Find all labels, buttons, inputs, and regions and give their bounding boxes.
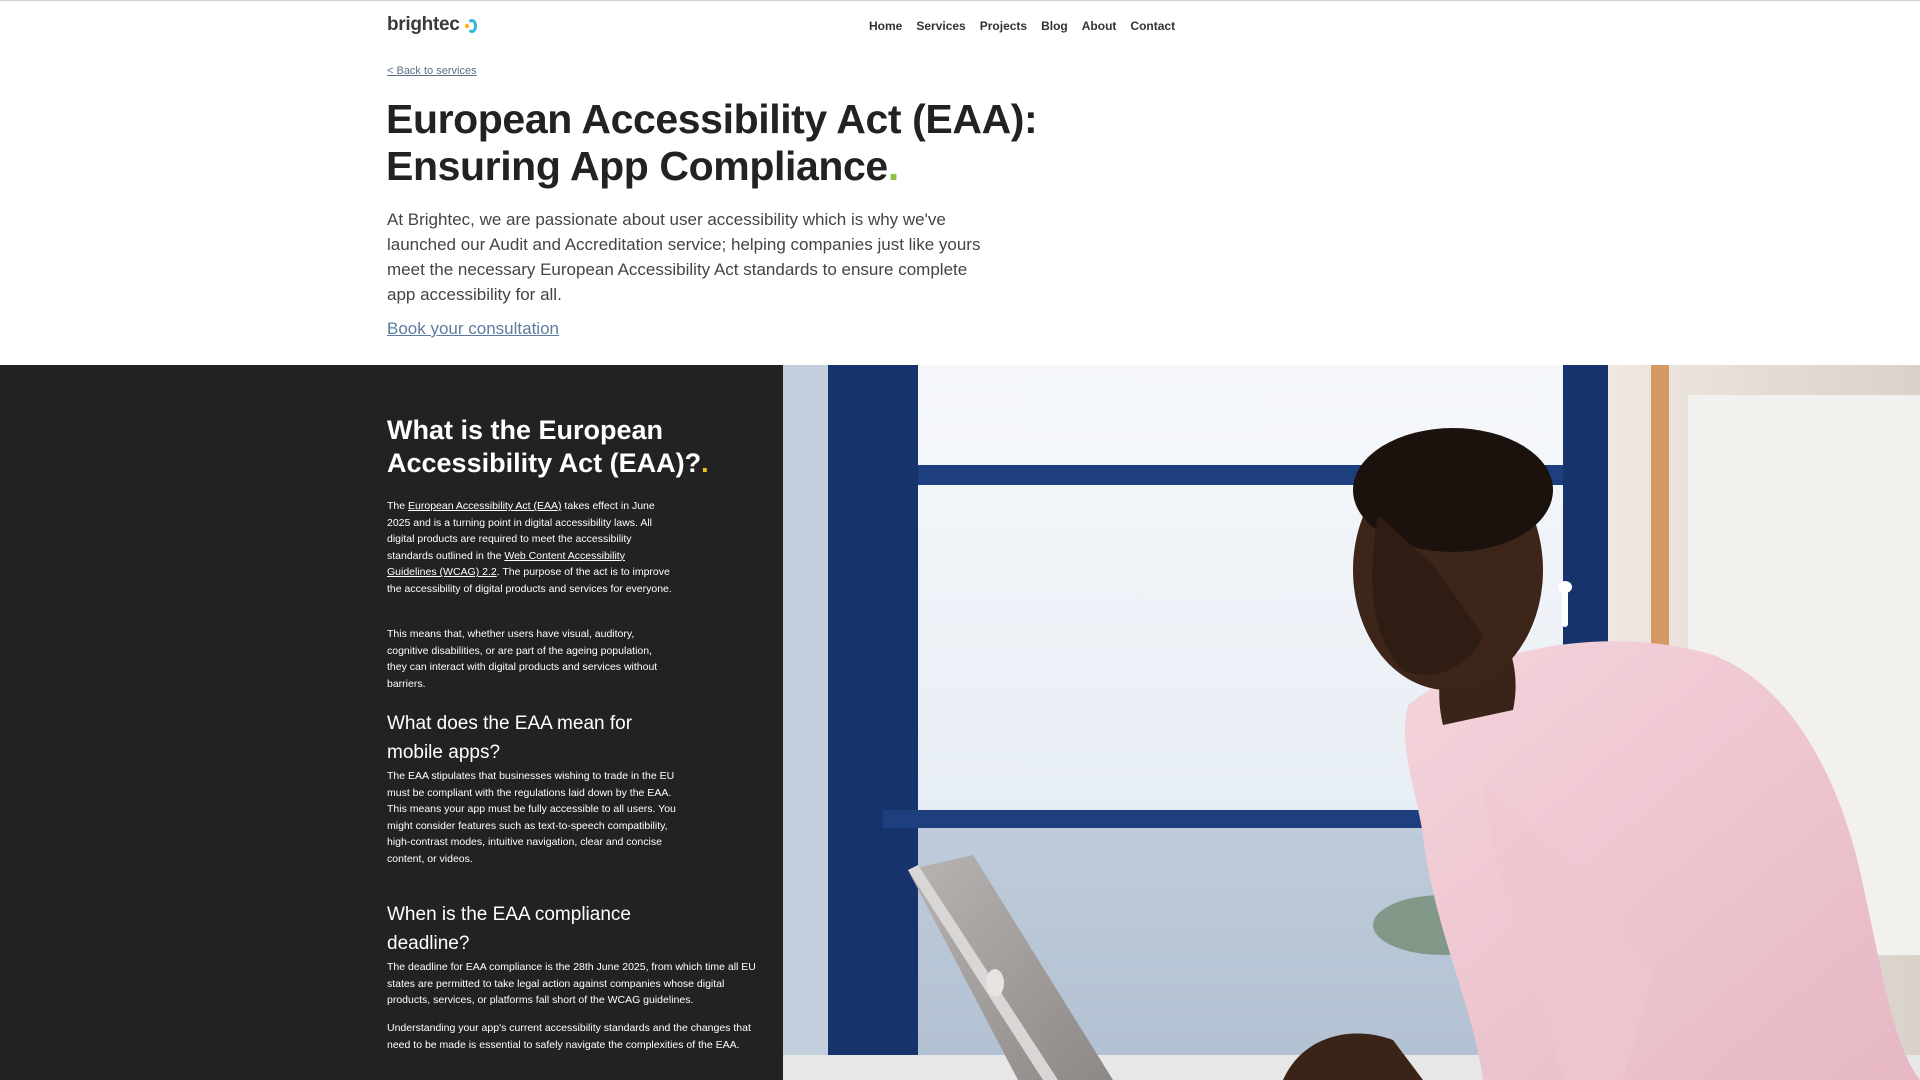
office-photo-illustration [783,365,1920,1080]
section-heading [387,414,767,480]
nav-home[interactable]: Home [869,19,903,33]
text-fragment: The [387,500,409,512]
book-consultation-link[interactable]: Book your consultation [387,319,559,338]
mobile-apps-paragraph: The EAA stipulates that businesses wishing to trade in the EU must be compliant with the regulations laid down by the EAA. This means your app must be fully accessible to all users. You might consider features such as text-to-speech compatibility, high-contrast modes, intuitive navigation, clear and concise content, or videos. [387,770,676,865]
text-fragment: takes effect in June 2025 and is a turning point in digital accessibility laws. All digital products are required to meet the accessibility standards outlined in the [387,500,655,562]
hero-intro: At Brightec, we are passionate about user accessibility which is why we've launched our Audit and Accreditation service; helping companies just like yours meet the necessary European Accessibility Act standards to ensure complete app accessibility for all. [387,210,981,304]
nav-blog[interactable]: Blog [1041,19,1068,33]
understanding-paragraph: Understanding your app's current accessibility standards and the changes that need to be made is essential to safely navigate the complexities of the EAA. [387,1022,751,1051]
brightec-logo[interactable] [387,14,477,36]
hero-photo [783,365,1920,1080]
eaa-users-paragraph: This means that, whether users have visual, auditory, cognitive disabilities, or are part of the ageing population, they can interact with digital products and services without barriers. [387,628,658,690]
nav-contact[interactable]: Contact [1130,19,1176,33]
page-title-line1: European Accessibility Act (EAA): [386,96,1038,142]
eaa-link[interactable]: European Accessibility Act (EAA) [408,500,562,512]
mobile-apps-heading: What does the EAA mean for mobile apps? [387,713,633,763]
section-heading-accent-dot: . [701,448,709,478]
deadline-paragraph: The deadline for EAA compliance is the 28th June 2025, from which time all EU states are permitted to take legal action against companies whose digital products, services, or platforms fall short of the WCAG guidelines. [387,961,756,1007]
logo-mark-icon [465,17,477,33]
nav-services[interactable]: Services [916,19,966,33]
page-title-line2: Ensuring App Compliance [386,143,888,189]
wcag-link[interactable]: Web Content Accessibility Guidelines (WCAG) 2.2 [387,549,625,579]
back-to-services-link[interactable]: < Back to services [387,65,477,77]
logo-text: brightec [387,14,460,35]
section-heading-text: What is the European Accessibility Act (EAA)? [387,415,702,478]
nav-about[interactable]: About [1081,19,1117,33]
main-nav [869,19,1175,33]
page-title [386,96,1106,190]
eaa-intro-paragraph [387,498,672,598]
nav-projects[interactable]: Projects [979,19,1028,33]
top-border [0,0,1920,1]
deadline-heading: When is the EAA compliance deadline? [387,904,631,954]
title-accent-dot: . [887,143,899,189]
text-fragment: . The purpose of the act is to improve the accessibility of digital products and services for everyone. [387,566,672,595]
